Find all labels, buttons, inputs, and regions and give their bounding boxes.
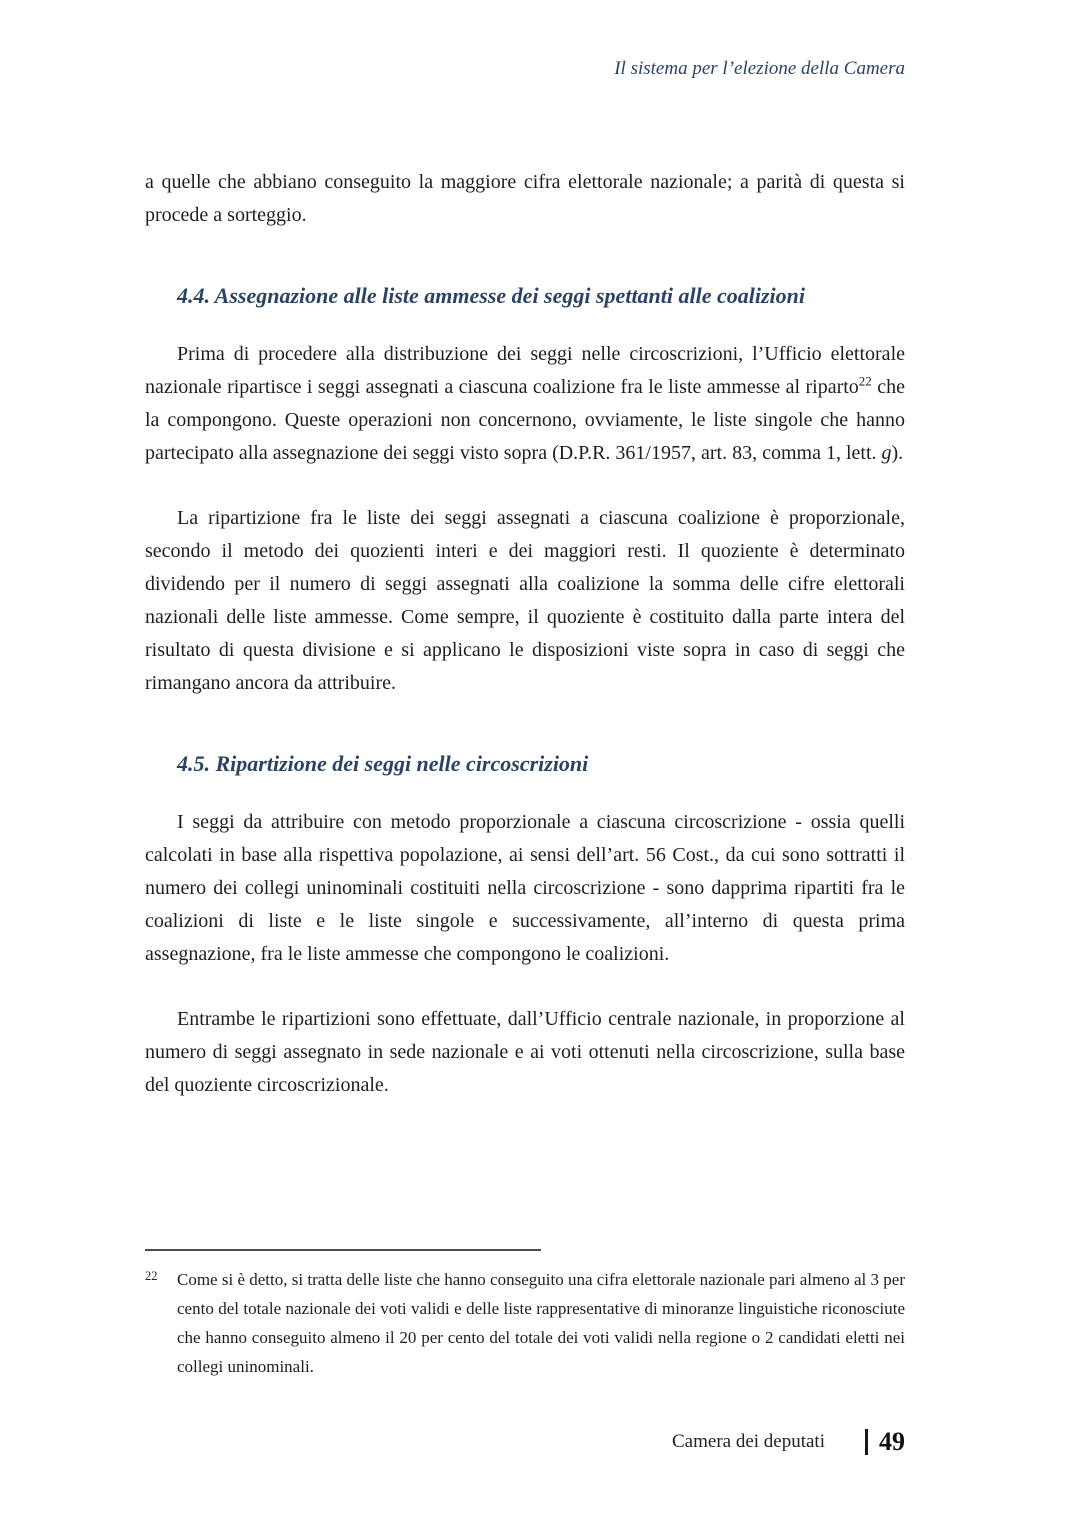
paragraph-4-4-1 — [145, 338, 905, 470]
section-heading-4-5: 4.5. Ripartizione dei seggi nelle circoscrizioni — [177, 751, 589, 776]
lettera-g-italic: g — [881, 442, 892, 464]
section-heading-4-4: 4.4. Assegnazione alle liste ammesse dei seggi spettanti alle coalizioni — [177, 283, 806, 308]
footnote-22 — [145, 1265, 905, 1381]
paragraph-4-4-1-text-b: che la compongono. Queste operazioni non concernono, ovviamente, le liste singole che hanno partecipato alla assegnazione dei seggi visto sopra (D.P.R. 361/1957, art. 83, comma 1, lett. — [145, 376, 905, 464]
paragraph-4-4-2: La ripartizione fra le liste dei seggi assegnati a ciascuna coalizione è proporzionale, secondo il metodo dei quozienti interi e dei maggiori resti. Il quoziente è determinato dividendo per il numero di seggi assegnati alla coalizione la somma delle cifre elettorali nazionali delle liste ammesse. Come sempre, il quoziente è costituito dalla parte intera del risultato di questa divisione e si applicano le disposizioni viste sopra in caso di seggi che rimangano ancora da attribuire. — [145, 507, 905, 694]
running-title: Il sistema per l’elezione della Camera — [614, 58, 905, 79]
paragraph-4-5-1: I seggi da attribuire con metodo proporzionale a ciascuna circoscrizione - ossia quelli calcolati in base alla rispettiva popolazione, ai sensi dell’art. 56 Cost., da cui sono sottratti il numero dei collegi uninominali costituiti nella circoscrizione - sono dapprima ripartiti fra le coalizioni di liste e le liste singole e successivamente, all’interno di questa prima assegnazione, fra le liste ammesse che compongono le coalizioni. — [145, 811, 905, 965]
footnote-reference-22: 22 — [858, 373, 872, 389]
footnote-marker: 22 — [145, 1269, 158, 1283]
intro-paragraph: a quelle che abbiano conseguito la maggiore cifra elettorale nazionale; a parità di questa si procede a sorteggio. — [145, 171, 905, 226]
footnote-text: Come si è detto, si tratta delle liste che hanno conseguito una cifra elettorale nazionale pari almeno al 3 per cento del totale nazionale dei voti validi e delle liste rappresentative di minoranze linguistiche riconosciute che hanno conseguito almeno il 20 per cento del totale dei voti validi nella regione o 2 candidati eletti nei collegi uninominali. — [177, 1270, 905, 1376]
footer-divider-bar — [865, 1429, 868, 1455]
footer-section-label: Camera dei deputati — [672, 1431, 825, 1452]
paragraph-4-4-1-text-c: ). — [891, 442, 904, 464]
paragraph-4-5-2: Entrambe le ripartizioni sono effettuate, dall’Ufficio centrale nazionale, in proporzione al numero di seggi assegnato in sede nazionale e ai voti ottenuti nella circoscrizione, sulla base del quoziente circoscrizionale. — [145, 1008, 905, 1096]
paragraph-4-4-1-text-a: Prima di procedere alla distribuzione dei seggi nelle circoscrizioni, l’Ufficio elettorale nazionale ripartisce i seggi assegnati a ciascuna coalizione fra le liste ammesse al riparto — [145, 343, 905, 398]
running-header — [145, 0, 905, 82]
page-footer — [145, 1427, 905, 1457]
footnote-separator — [145, 1249, 541, 1251]
page-number: 49 — [879, 1427, 905, 1456]
footnote-area — [145, 1249, 905, 1517]
